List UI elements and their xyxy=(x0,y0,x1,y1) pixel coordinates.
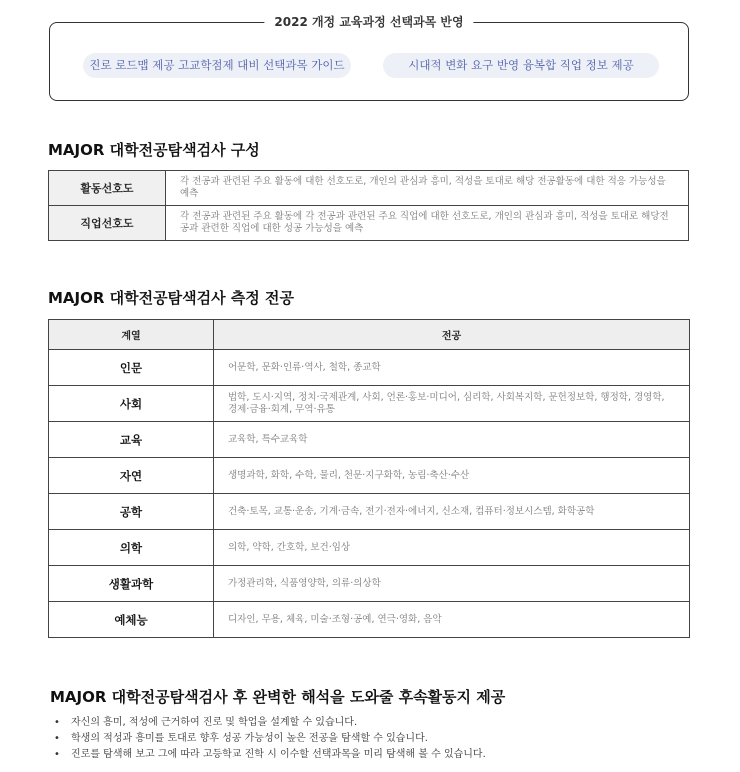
category-cell: 사회 xyxy=(49,386,214,422)
column-header-major: 전공 xyxy=(214,320,690,350)
list-item xyxy=(54,731,486,747)
composition-description: 각 전공과 관련된 주요 활동에 각 전공과 관련된 주요 직업에 대한 선호도로, 개인의 관심과 흥미, 적성을 토대로 해당전공과 관련한 직업에 대한 성공 가능성을 예측 xyxy=(166,206,689,241)
majors-cell: 법학, 도시·지역, 정치·국제관계, 사회, 언론·홍보·미디어, 심리학, 사회복지학, 문헌정보학, 행정학, 경영학, 경제·금융·회계, 무역·유통 xyxy=(214,386,690,422)
banner-title: 2022 개정 교육과정 선택과목 반영 xyxy=(264,14,473,30)
table-row xyxy=(49,530,690,566)
majors-cell: 의학, 약학, 간호학, 보건·임상 xyxy=(214,530,690,566)
table-row xyxy=(49,350,690,386)
category-cell: 교육 xyxy=(49,422,214,458)
list-item-text: 자신의 흥미, 적성에 근거하여 진로 및 학업을 설계할 수 있습니다. xyxy=(71,717,358,728)
composition-description: 각 전공과 관련된 주요 활동에 대한 선호도로, 개인의 관심과 흥미, 적성을 토대로 해당 전공활동에 대한 적응 가능성을 예측 xyxy=(166,171,689,206)
column-header-category: 계열 xyxy=(49,320,214,350)
list-item xyxy=(54,715,486,731)
composition-title: MAJOR 대학전공탐색검사 구성 xyxy=(48,141,260,159)
composition-table xyxy=(48,170,689,241)
category-cell: 자연 xyxy=(49,458,214,494)
followup-title: MAJOR 대학전공탐색검사 후 완벽한 해석을 도와줄 후속활동지 제공 xyxy=(50,688,506,706)
majors-table xyxy=(48,319,690,638)
table-row xyxy=(49,206,689,241)
feature-pill-roadmap: 진로 로드맵 제공 고교학점제 대비 선택과목 가이드 xyxy=(83,53,351,78)
list-item-text: 진로를 탐색해 보고 그에 따라 고등학교 진학 시 이수할 선택과목을 미리 탐색해 볼 수 있습니다. xyxy=(71,749,486,760)
table-row xyxy=(49,566,690,602)
table-row xyxy=(49,494,690,530)
majors-cell: 어문학, 문화·인류·역사, 철학, 종교학 xyxy=(214,350,690,386)
list-item xyxy=(54,747,486,763)
followup-list xyxy=(54,715,486,763)
table-row xyxy=(49,422,690,458)
table-row xyxy=(49,171,689,206)
table-header-row xyxy=(49,320,690,350)
banner-box xyxy=(49,15,689,101)
list-item-text: 학생의 적성과 흥미를 토대로 향후 성공 가능성이 높은 전공을 탐색할 수 있습니다. xyxy=(71,733,428,744)
bullet-mark: • xyxy=(54,749,60,760)
composition-label: 직업선호도 xyxy=(49,206,166,241)
majors-cell: 건축·토목, 교통·운송, 기계·금속, 전기·전자·에너지, 신소재, 컴퓨터·정보시스템, 화학공학 xyxy=(214,494,690,530)
feature-pill-convergence: 시대적 변화 요구 반영 융복합 직업 정보 제공 xyxy=(383,53,659,78)
table-row xyxy=(49,386,690,422)
bullet-mark: • xyxy=(54,733,60,744)
category-cell: 생활과학 xyxy=(49,566,214,602)
category-cell: 의학 xyxy=(49,530,214,566)
majors-cell: 가정관리학, 식품영양학, 의류·의상학 xyxy=(214,566,690,602)
table-row xyxy=(49,602,690,638)
category-cell: 공학 xyxy=(49,494,214,530)
majors-cell: 생명과학, 화학, 수학, 물리, 천문·지구화학, 농림·축산·수산 xyxy=(214,458,690,494)
category-cell: 인문 xyxy=(49,350,214,386)
category-cell: 예체능 xyxy=(49,602,214,638)
majors-title: MAJOR 대학전공탐색검사 측정 전공 xyxy=(48,289,294,307)
majors-cell: 디자인, 무용, 체육, 미술·조형·공예, 연극·영화, 음악 xyxy=(214,602,690,638)
majors-cell: 교육학, 특수교육학 xyxy=(214,422,690,458)
composition-label: 활동선호도 xyxy=(49,171,166,206)
table-row xyxy=(49,458,690,494)
bullet-mark: • xyxy=(54,717,60,728)
